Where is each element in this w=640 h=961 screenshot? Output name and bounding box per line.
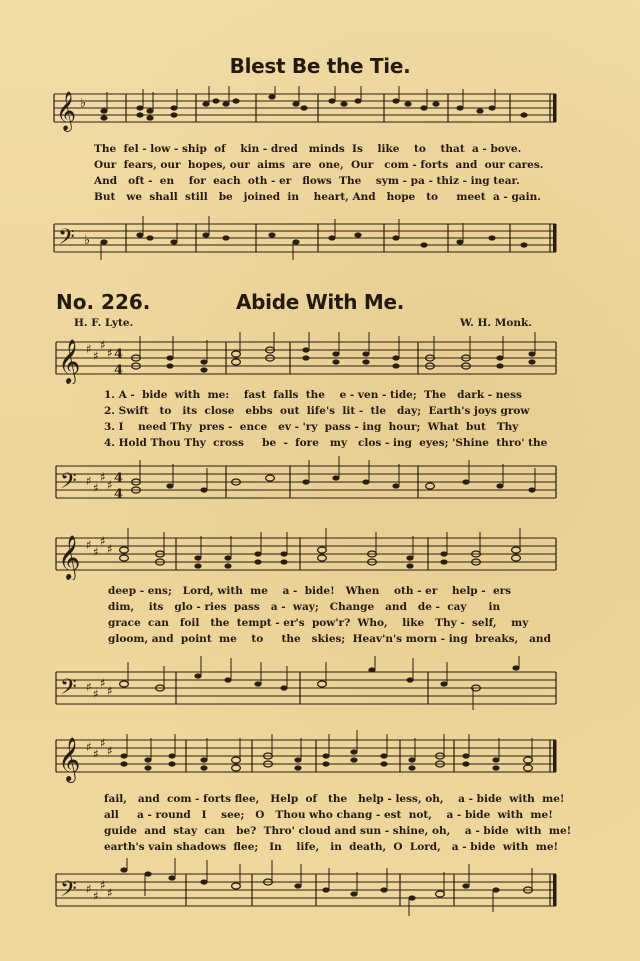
svg-text:♭: ♭ [80, 96, 87, 111]
verse-line-1: The fel - low - ship of kin - dred minds Is like to that a - bove. [94, 143, 522, 155]
svg-text:♯: ♯ [86, 538, 92, 552]
verse-line-4: 4. Hold Thou Thy cross be - fore my clos - ing eyes; 'Shine thro' the [104, 437, 548, 449]
svg-text:4: 4 [114, 363, 124, 378]
svg-text:♯: ♯ [93, 349, 99, 363]
treble-staff [0, 332, 640, 384]
svg-text:𝄞: 𝄞 [58, 737, 81, 781]
svg-text:𝄢: 𝄢 [58, 225, 75, 255]
lyricist-credit: H. F. Lyte. [74, 317, 134, 329]
svg-text:♯: ♯ [100, 534, 106, 548]
hymn-number: No. 226. [56, 290, 151, 314]
verse-line-3: grace can foil the tempt - er's pow'r? Who, like Thy - self, my [108, 617, 529, 629]
verse-line-1: deep - ens; Lord, with me a - bide! When oth - er help - ers [108, 585, 512, 597]
hymn-title-abide-with-me: Abide With Me. [235, 290, 405, 314]
verse-line-3: guide and stay can be? Thro' cloud and sun - shine, oh, a - bide with me! [104, 825, 572, 837]
svg-text:♯: ♯ [86, 740, 92, 754]
verse-line-2: Our fears, our hopes, our aims are one, Our com - forts and our cares. [94, 159, 544, 171]
svg-text:♯: ♯ [93, 687, 99, 701]
verse-line-1: fail, and com - forts flee, Help of the help - less, oh, a - bide with me! [104, 793, 565, 805]
bass-staff [0, 208, 640, 262]
verse-line-4: But we shall still be joined in heart, And hope to meet a - gain. [94, 191, 541, 203]
svg-text:♯: ♯ [107, 886, 113, 900]
verse-line-3: 3. I need Thy pres - ence ev - 'ry pass - ing hour; What but Thy [104, 421, 519, 433]
svg-text:♯: ♯ [86, 474, 92, 488]
svg-text:♯: ♯ [93, 481, 99, 495]
svg-text:♯: ♯ [107, 346, 113, 360]
svg-text:♯: ♯ [93, 545, 99, 559]
treble-staff [0, 730, 640, 784]
svg-text:♯: ♯ [100, 470, 106, 484]
svg-text:4: 4 [114, 347, 124, 362]
svg-text:♯: ♯ [100, 338, 106, 352]
svg-text:♯: ♯ [107, 684, 113, 698]
verse-line-4: gloom, and point me to the skies; Heav'n's morn - ing breaks, and [108, 633, 551, 645]
bass-staff [0, 858, 640, 918]
verse-line-2: all a - round I see; O Thou who chang - est not, a - bide with me! [104, 809, 553, 821]
svg-text:♯: ♯ [100, 676, 106, 690]
svg-text:4: 4 [114, 487, 124, 502]
svg-text:4: 4 [114, 471, 124, 486]
verse-line-1: 1. A - bide with me: fast falls the e - ven - tide; The dark - ness [104, 389, 522, 401]
svg-text:♯: ♯ [107, 542, 113, 556]
svg-text:♯: ♯ [86, 342, 92, 356]
hymn-title-blest-be-the-tie: Blest Be the Tie. [229, 54, 411, 78]
verse-line-2: dim, its glo - ries pass a - way; Change and de - cay in [108, 601, 501, 613]
composer-credit: W. H. Monk. [460, 317, 532, 329]
svg-text:𝄞: 𝄞 [56, 91, 77, 131]
svg-text:𝄢: 𝄢 [60, 675, 77, 705]
bass-staff [0, 454, 640, 506]
svg-text:♯: ♯ [107, 744, 113, 758]
svg-text:♭: ♭ [84, 233, 91, 248]
svg-text:𝄢: 𝄢 [60, 877, 77, 907]
verse-line-2: 2. Swift to its close ebbs out life's lit - tle day; Earth's joys grow [104, 405, 530, 417]
svg-text:♯: ♯ [86, 882, 92, 896]
svg-text:♯: ♯ [100, 878, 106, 892]
bass-staff [0, 656, 640, 712]
verse-line-3: And oft - en for each oth - er flows The sym - pa - thiz - ing tear. [94, 175, 520, 187]
treble-staff [0, 528, 640, 580]
svg-text:𝄞: 𝄞 [58, 339, 81, 383]
verse-line-4: earth's vain shadows flee; In life, in death, O Lord, a - bide with me! [104, 841, 559, 853]
svg-text:𝄞: 𝄞 [58, 535, 81, 579]
svg-text:♯: ♯ [100, 736, 106, 750]
svg-text:♯: ♯ [86, 680, 92, 694]
svg-text:♯: ♯ [107, 478, 113, 492]
svg-text:𝄢: 𝄢 [60, 469, 77, 499]
svg-text:♯: ♯ [93, 747, 99, 761]
svg-text:♯: ♯ [93, 889, 99, 903]
treble-staff [0, 86, 640, 136]
